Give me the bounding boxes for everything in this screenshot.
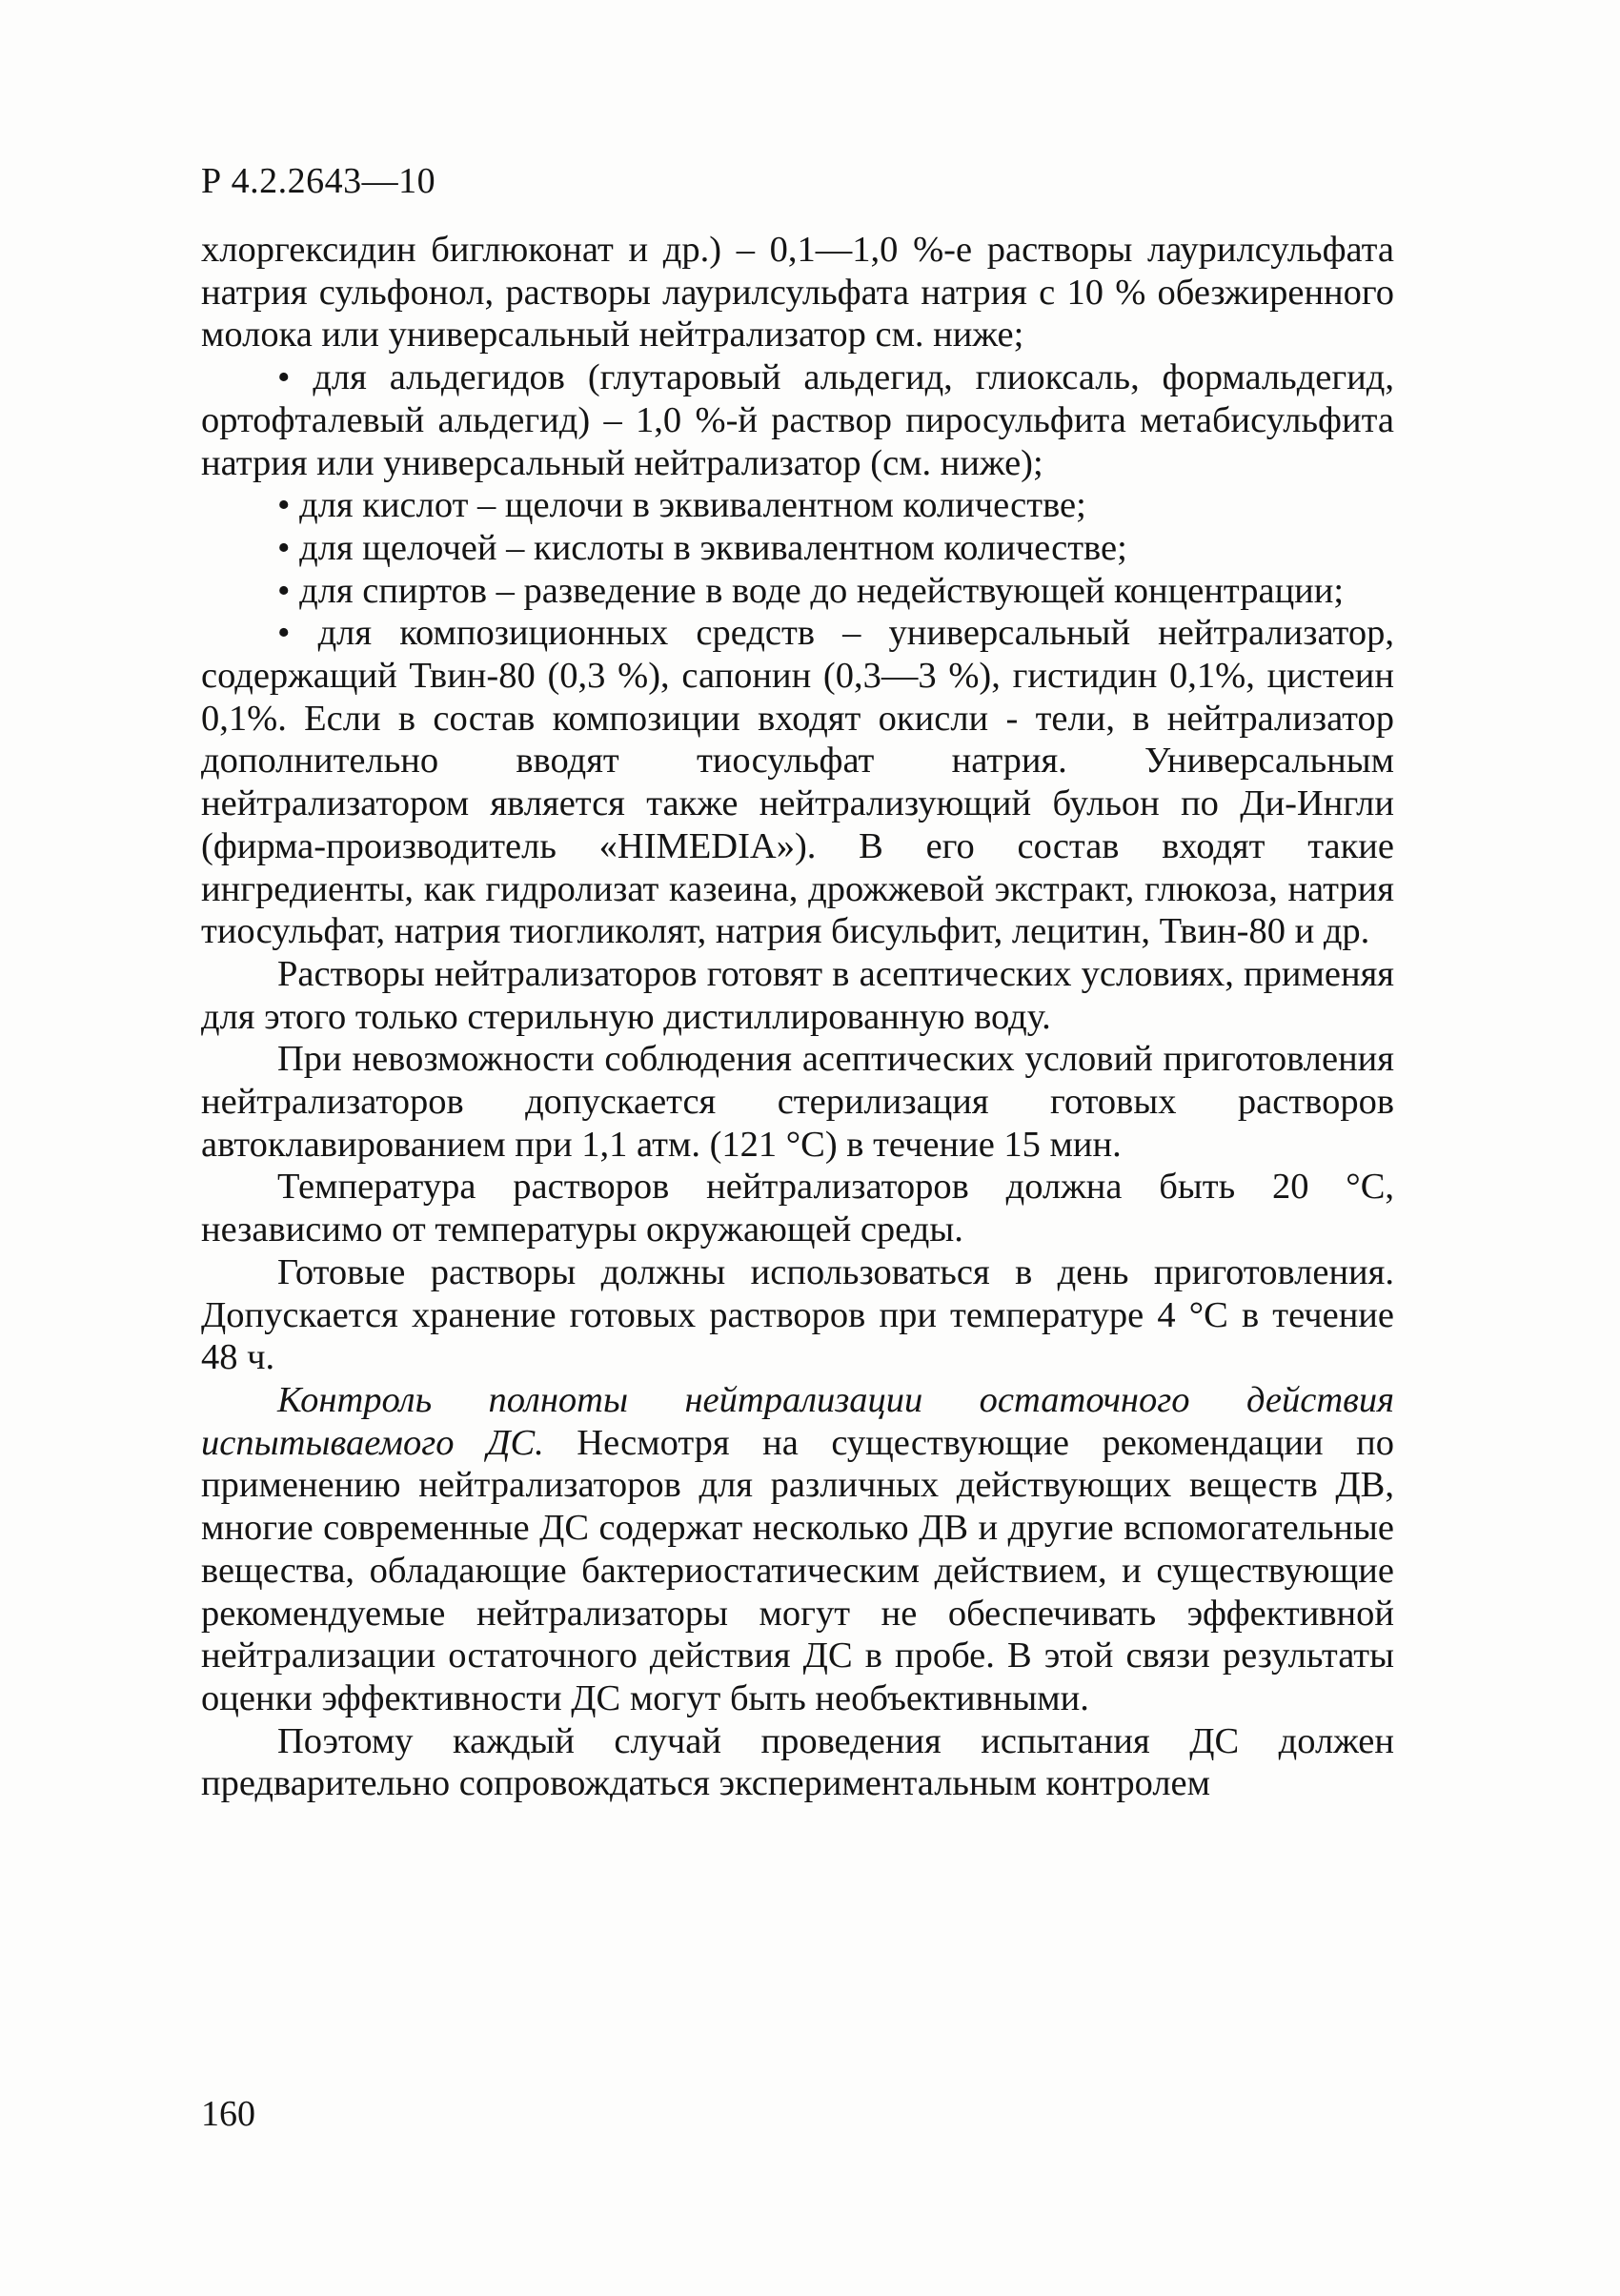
page-number: 160 xyxy=(201,2094,255,2134)
bullet-acids: • для кислот – щелочи в эквивалентном количестве; xyxy=(277,485,1086,526)
bullet-alkalis: • для щелочей – кислоты в эквивалентном количестве; xyxy=(277,527,1127,568)
bullet-alcohols: • для спиртов – разведение в воде до недействующей концентрации; xyxy=(277,570,1345,611)
paragraph-neutralization-control xyxy=(201,1379,1394,1720)
body-text xyxy=(201,229,1394,1805)
paragraph-body: Несмотря на существующие рекомендации по применению нейтрализаторов для различных действующих веществ ДВ, многие современные ДС содержат несколько ДВ и другие вспомогательные вещества, обладающие бактериостатическим действием, и существующие рекомендуемые нейтрализаторы могут не обеспечивать эффективной нейтрализации остаточного действия ДС в пробе. В этой связи результаты оценки эффективности ДС могут быть необъективными. xyxy=(201,1422,1394,1718)
paragraph-aseptic-preparation: Растворы нейтрализаторов готовят в асептических условиях, применяя для этого только стерильную дистиллированную воду. xyxy=(201,953,1394,1037)
paragraph-continuation: хлоргексидин биглюконат и др.) – 0,1—1,0 %-е растворы лаурилсульфата натрия сульфонол, растворы лаурилсульфата натрия с 10 % обезжиренного молока или универсальный нейтрализатор см. ниже; xyxy=(201,230,1394,356)
paragraph-experimental-control: Поэтому каждый случай проведения испытания ДС должен предварительно сопровождаться экспериментальным контролем xyxy=(201,1720,1394,1804)
paragraph-temperature: Температура растворов нейтрализаторов должна быть 20 °С, независимо от температуры окружающей среды. xyxy=(201,1167,1394,1250)
paragraph-storage: Готовые растворы должны использоваться в день приготовления. Допускается хранение готовых растворов при температуре 4 °С в течение 48 ч. xyxy=(201,1251,1394,1378)
bullet-composite-agents: • для композиционных средств – универсальный нейтрализатор, содержащий Твин-80 (0,3 %), сапонин (0,3—3 %), гистидин 0,1%, цистеин 0,1%. Если в состав композиции входят окисли - тели, в нейтрализатор дополнительно вводят тиосульфат натрия. Универсальным нейтрализатором является также нейтрализующий бульон по Ди-Ингли (фирма-производитель «HIMEDIA»). В его состав входят такие ингредиенты, как гидролизат казеина, дрожжевой экстракт, глюкоза, натрия тиосульфат, натрия тиогликолят, натрия бисульфит, лецитин, Твин-80 и др. xyxy=(201,613,1394,952)
paragraph-sterilization: При невозможности соблюдения асептических условий приготовления нейтрализаторов допускается стерилизация готовых растворов автоклавированием при 1,1 атм. (121 °С) в течение 15 мин. xyxy=(201,1039,1394,1165)
italic-lead-heading: Контроль полноты нейтрализации остаточного действия испытываемого ДС. xyxy=(201,1379,1394,1463)
document-code-header: Р 4.2.2643—10 xyxy=(201,161,436,201)
bullet-aldehydes: • для альдегидов (глутаровый альдегид, глиоксаль, формальдегид, ортофталевый альдегид) – 1,0 %-й раствор пиросульфита метабисульфита натрия или универсальный нейтрализатор (см. ниже); xyxy=(201,357,1394,483)
